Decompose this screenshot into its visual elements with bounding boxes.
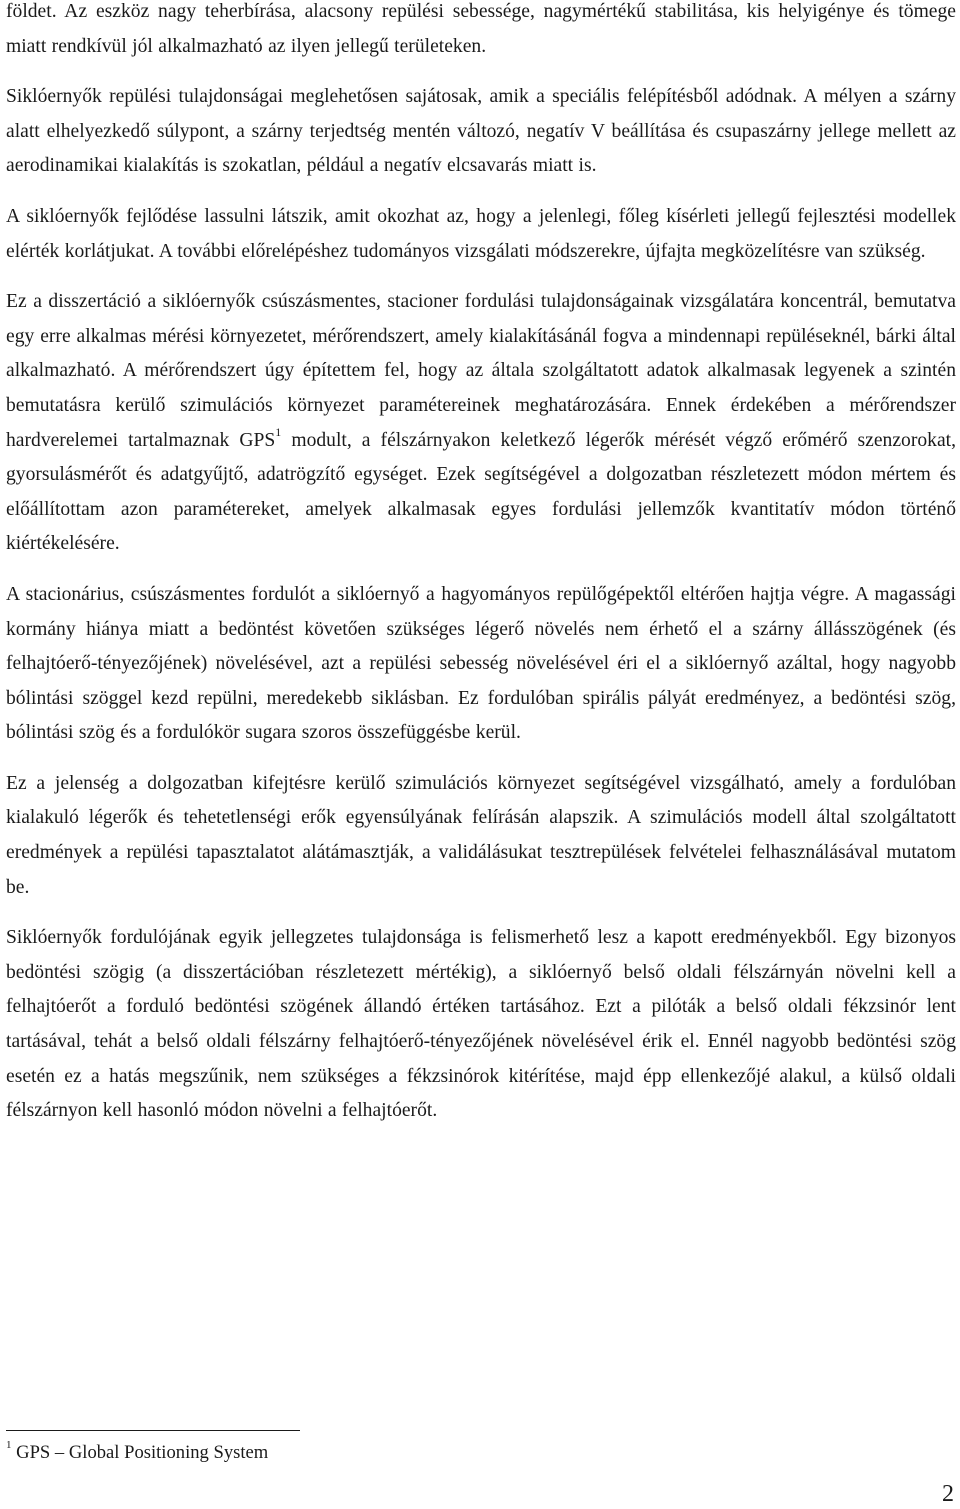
paragraph-5: A stacionárius, csúszásmentes fordulót a siklóernyő a hagyományos repülőgépektől eltérően hajtja végre. A magassági kormány hiánya miatt a bedöntést követően szükséges légerő növelés nem érhető el a szárny állásszögének (és felhajtóerő-tényezőjének) növelésével, azt a repülési sebesség növelésével éri el a siklóernyő azáltal, hogy nagyobb bólintási szöggel kezd repülni, meredekebb siklásban. Ez fordulóban spirális pályát eredményez, a bedöntési szög, bólintási szög és a fordulókör sugara szoros összefüggésbe kerül. [6, 583, 956, 744]
footnote-divider [6, 1430, 300, 1431]
footnote-reference: 1 [275, 425, 282, 439]
document-page [6, 0, 956, 1129]
paragraph-2: Siklóernyők repülési tulajdonságai meglehetősen sajátosak, amik a speciális felépítésből adódnak. A mélyen a szárny alatt elhelyezkedő súlypont, a szárny terjedtség mentén változó, negatív V beállítása és csupaszárny jellege mellett az aerodinamikai kialakítás is szokatlan, például a negatív elcsavarás miatt is. [6, 86, 956, 177]
paragraph-6: Ez a jelenség a dolgozatban kifejtésre kerülő szimulációs környezet segítségével vizsgálható, amely a fordulóban kialakuló légerők és tehetetlenségi erők egyensúlyának felírásán alapszik. A szimulációs modell által szolgáltatott eredmények a repülési tapasztalatot alátámasztják, a validálásukat tesztrepülések felvételei felhasználásával mutatom be. [6, 772, 956, 898]
footnote-marker: 1 [6, 1438, 12, 1451]
paragraph-3: A siklóernyők fejlődése lassulni látszik, amit okozhat az, hogy a jelenlegi, főleg kísérleti jellegű fejlesztési modellek elérték korlátjukat. A további előrelépéshez tudományos vizsgálati módszerekre, újfajta megközelítésre van szükség. [6, 205, 956, 262]
paragraph-4-text-a: Ez a disszertáció a siklóernyők csúszásmentes, stacioner fordulási tulajdonságainak vizsgálatára koncentrál, bemutatva egy erre alkalmas mérési környezetet, mérőrendszert, amely kialakításánál fogva a mindennapi repüléseknél, bárki által alkalmazható. A mérőrendszert úgy építettem fel, hogy az általa szolgáltatott adatok alkalmasak legyenek a szintén bemutatásra kerülő szimulációs környezet paramétereinek meghatározására. Ennek érdekében a mérőrendszer hardverelemei tartalmaznak GPS [6, 291, 956, 451]
footnote-text: GPS – Global Positioning System [11, 1442, 269, 1463]
page-number: 2 [942, 1481, 954, 1507]
paragraph-4-text-b: modult, a félszárnyakon keletkező légerők mérését végző erőmérő szenzorokat, gyorsulásmérőt és adatgyűjtő, adatrögzítő egységet. Ezek segítségével a dolgozatban részletezett módon mértem és előállítottam azon paramétereket, amelyek alkalmasak egyes fordulási jellemzők kvantitatív módon történő kiértékelésére. [6, 429, 957, 555]
paragraph-1: földet. Az eszköz nagy teherbírása, alacsony repülési sebessége, nagymértékű stabilitása, kis helyigénye és tömege miatt rendkívül jól alkalmazható az ilyen jellegű területeken. [6, 1, 956, 57]
paragraph-4 [6, 285, 956, 562]
footnote [6, 1438, 269, 1465]
paragraph-7: Siklóernyők fordulójának egyik jellegzetes tulajdonsága is felismerhető lesz a kapott eredményekből. Egy bizonyos bedöntési szögig (a disszertációban részletezett mértékig), a siklóernyő belső oldali félszárnyán növelni kell a felhajtóerőt a forduló bedöntési szögének állandó értéken tartásához. Ezt a pilóták a belső oldali fékzsinór lent tartásával, tehát a belső oldali félszárny felhajtóerő-tényezőjének növelésével érik el. Ennél nagyobb bedöntési szög esetén ez a hatás megszűnik, nem szükséges a fékzsinórok kitérítése, majd épp ellenkezőjé alakul, a külső oldali félszárnyon kell hasonló módon növelni a felhajtóerőt. [6, 927, 956, 1122]
